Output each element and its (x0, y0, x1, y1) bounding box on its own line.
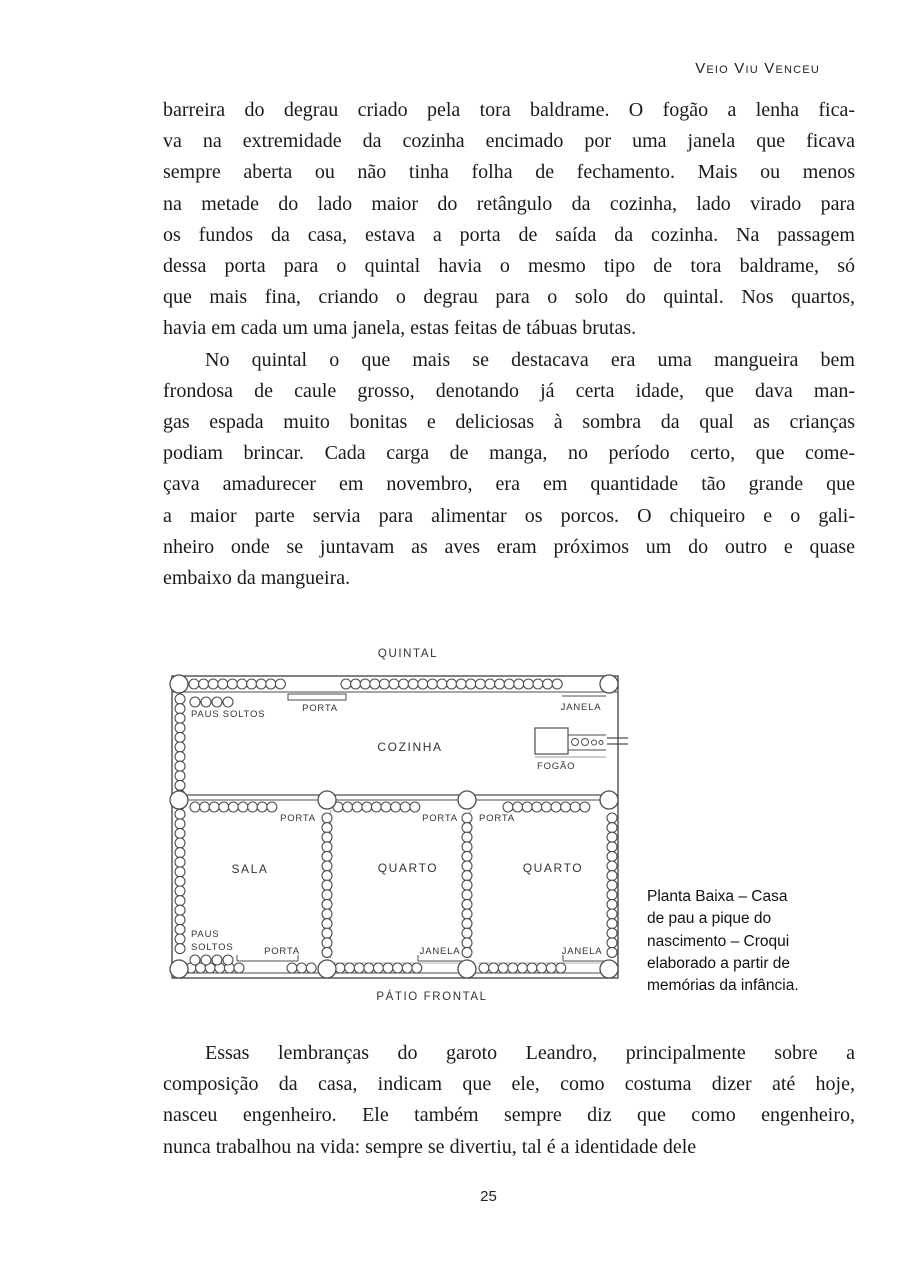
diagram-walls-lines (172, 676, 628, 978)
label-quintal: QUINTAL (377, 648, 439, 660)
text-line: barreira do degrau criado pela tora baldrame. O fogão a lenha fica- (163, 99, 855, 121)
diagram-log-circles (175, 679, 617, 973)
text-line: Essas lembranças do garoto Leandro, principalmente sobre a (205, 1042, 855, 1064)
text-line: va na extremidade da cozinha encimado por uma janela que ficava (163, 130, 855, 153)
text-line: nunca trabalhou na vida: sempre se divertiu, tal é a identidade dele (163, 1135, 697, 1158)
diagram-corner-posts (170, 675, 618, 978)
label-quarto-2: QUARTO (522, 861, 584, 875)
text-line: composição da casa, indicam que ele, como costuma dizer até hoje, (163, 1073, 855, 1096)
text-line: a maior parte servia para alimentar os porcos. O chiqueiro e o gali- (163, 504, 855, 527)
text-line: na metade do lado maior do retângulo da cozinha, lado virado para (163, 192, 855, 215)
label-paus-bottom-1: PAUS (191, 929, 220, 940)
text-line: nheiro onde se juntavam as aves eram próximos um do outro e quase (163, 535, 855, 558)
label-janela-quarto-1: JANELA (419, 946, 461, 957)
caption-line: elaborado a partir de (647, 954, 791, 972)
body-text-above-figure (163, 95, 855, 594)
text-line: No quintal o que mais se destacava era uma mangueira bem (205, 348, 855, 371)
text-line: dessa porta para o quintal havia o mesmo tipo de tora baldrame, só (163, 255, 855, 278)
label-porta-sala-interna: PORTA (280, 813, 316, 824)
text-line: nasceu engenheiro. Ele também sempre diz que como engenheiro, (163, 1104, 855, 1127)
text-line: gas espada muito bonitas e deliciosas à sombra da qual as crianças (163, 411, 855, 434)
text-line: embaixo da mangueira. (163, 567, 351, 590)
caption-line: memórias da infância. (647, 977, 799, 995)
caption-line: nascimento – Croqui (647, 932, 790, 950)
caption-line: de pau a pique do (647, 910, 772, 928)
text-line: sempre aberta ou não tinha folha de fechamento. Mais ou menos (163, 161, 855, 184)
label-janela-top: JANELA (560, 702, 602, 713)
paragraph (163, 345, 855, 595)
label-paus-soltos-top: PAUS SOLTOS (191, 709, 266, 720)
page-number: 25 (480, 1188, 497, 1205)
caption-line: Planta Baixa – Casa (647, 888, 788, 905)
label-porta-quarto-2: PORTA (479, 813, 515, 824)
floor-plan-diagram (160, 638, 640, 1010)
text-line: havia em cada um uma janela, estas feitas de tábuas brutas. (163, 317, 637, 340)
paragraph (163, 95, 855, 345)
label-patio-frontal: PÁTIO FRONTAL (376, 991, 488, 1003)
label-cozinha: COZINHA (377, 740, 443, 754)
text-line: çava amadurecer em novembro, era em quantidade tão grande que (163, 473, 855, 496)
label-porta-sala-frontal: PORTA (264, 946, 300, 957)
text-line: que mais fina, criando o degrau para o solo do quintal. Nos quartos, (163, 286, 855, 309)
label-porta-quarto-1: PORTA (422, 813, 458, 824)
label-porta-top: PORTA (302, 703, 338, 714)
label-fogao: FOGÃO (537, 761, 576, 772)
label-janela-quarto-2: JANELA (561, 946, 603, 957)
paragraph (163, 1038, 855, 1163)
text-line: frondosa de caule grosso, denotando já certa idade, que dava man- (163, 379, 855, 402)
body-text-below-figure (163, 1038, 855, 1163)
figure-caption (647, 886, 819, 997)
text-line: os fundos da casa, estava a porta de saída da cozinha. Na passagem (163, 223, 855, 246)
label-sala: SALA (231, 862, 269, 876)
label-quarto-1: QUARTO (377, 861, 439, 875)
label-paus-bottom-2: SOLTOS (191, 942, 234, 953)
running-header: Veio Viu Venceu (695, 60, 820, 77)
text-line: podiam brincar. Cada carga de manga, no período certo, que come- (163, 442, 855, 465)
